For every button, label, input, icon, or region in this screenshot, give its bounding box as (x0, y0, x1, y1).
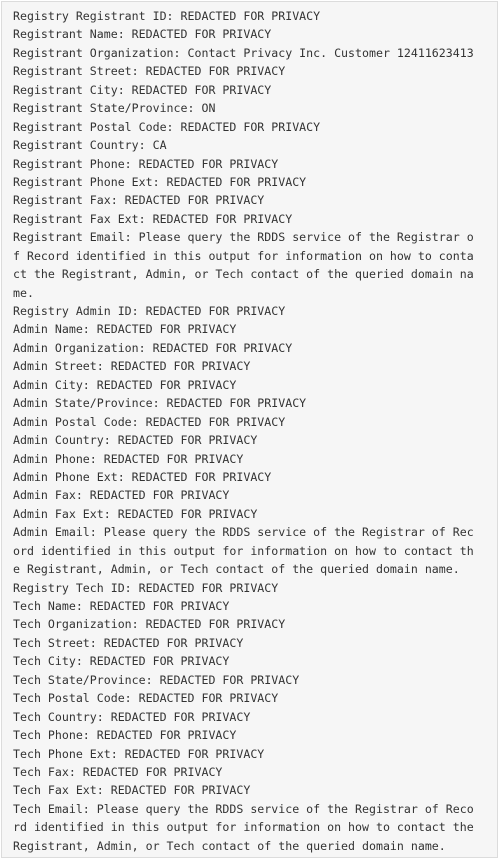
whois-line: Tech Name: REDACTED FOR PRIVACY (13, 599, 230, 613)
whois-line: Admin Country: REDACTED FOR PRIVACY (13, 433, 258, 448)
whois-line: Registry Registrant ID: REDACTED FOR PRIVACY (13, 9, 321, 23)
whois-line: Registrant Postal Code: REDACTED FOR PRIVACY (13, 119, 321, 134)
whois-line: Admin Name: REDACTED FOR PRIVACY (13, 322, 237, 337)
whois-line: Tech Street: REDACTED FOR PRIVACY (13, 635, 244, 650)
whois-line: Registrant Fax Ext: REDACTED FOR PRIVACY (13, 211, 293, 226)
whois-line: Admin Organization: REDACTED FOR PRIVACY (13, 340, 293, 355)
whois-line: Registrant, Admin, or Tech contact of the queried domain name. (13, 838, 446, 853)
whois-line: Tech Country: REDACTED FOR PRIVACY (13, 709, 251, 724)
whois-line: Admin City: REDACTED FOR PRIVACY (13, 377, 237, 392)
whois-line: Tech Email: Please query the RDDS service of the Registrar of Reco (13, 801, 474, 816)
whois-line: Admin Fax Ext: REDACTED FOR PRIVACY (13, 506, 258, 521)
whois-line: Registrant Phone: REDACTED FOR PRIVACY (13, 156, 279, 171)
whois-line: Tech State/Province: REDACTED FOR PRIVACY (13, 672, 300, 687)
whois-line: e Registrant, Admin, or Tech contact of the queried domain name. (13, 562, 460, 577)
whois-line: Tech Organization: REDACTED FOR PRIVACY (13, 617, 286, 632)
whois-line: Registrant Organization: Contact Privacy Inc. Customer 12411623413 (13, 45, 474, 60)
whois-line: Registrant City: REDACTED FOR PRIVACY (13, 82, 272, 97)
whois-line: Tech Fax Ext: REDACTED FOR PRIVACY (13, 783, 251, 798)
whois-line: Admin State/Province: REDACTED FOR PRIVACY (13, 396, 307, 411)
whois-record-text (2, 2, 497, 855)
whois-line: Registrant Street: REDACTED FOR PRIVACY (13, 64, 286, 79)
whois-output-panel (1, 1, 498, 858)
whois-line: Tech Phone: REDACTED FOR PRIVACY (13, 728, 237, 743)
whois-line: Registrant Fax: REDACTED FOR PRIVACY (13, 193, 265, 208)
whois-line: Admin Street: REDACTED FOR PRIVACY (13, 359, 251, 374)
whois-line: Tech Fax: REDACTED FOR PRIVACY (13, 764, 223, 779)
whois-line: rd identified in this output for information on how to contact the (13, 820, 474, 835)
whois-line: Tech City: REDACTED FOR PRIVACY (13, 654, 230, 669)
whois-line: Registrant State/Province: ON (13, 101, 216, 116)
whois-line: me. (13, 285, 34, 300)
whois-line: Registrant Email: Please query the RDDS service of the Registrar o (13, 230, 474, 245)
whois-line: Registrant Phone Ext: REDACTED FOR PRIVACY (13, 174, 307, 189)
whois-line: Registrant Country: CA (13, 138, 167, 153)
whois-line: f Record identified in this output for information on how to conta (13, 248, 474, 263)
whois-line: Admin Phone Ext: REDACTED FOR PRIVACY (13, 469, 272, 484)
whois-line: Tech Postal Code: REDACTED FOR PRIVACY (13, 691, 279, 706)
whois-line: Admin Email: Please query the RDDS service of the Registrar of Rec (13, 525, 474, 540)
whois-line: Registry Admin ID: REDACTED FOR PRIVACY (13, 304, 286, 318)
whois-line: Admin Phone: REDACTED FOR PRIVACY (13, 451, 244, 466)
whois-line: Registry Tech ID: REDACTED FOR PRIVACY (13, 580, 279, 595)
whois-line: Registrant Name: REDACTED FOR PRIVACY (13, 27, 272, 42)
whois-line: Admin Postal Code: REDACTED FOR PRIVACY (13, 414, 286, 429)
whois-line: ord identified in this output for information on how to contact th (13, 543, 474, 558)
whois-line: ct the Registrant, Admin, or Tech contact of the queried domain na (13, 267, 474, 282)
whois-line: Admin Fax: REDACTED FOR PRIVACY (13, 488, 230, 503)
whois-line: Tech Phone Ext: REDACTED FOR PRIVACY (13, 746, 265, 761)
